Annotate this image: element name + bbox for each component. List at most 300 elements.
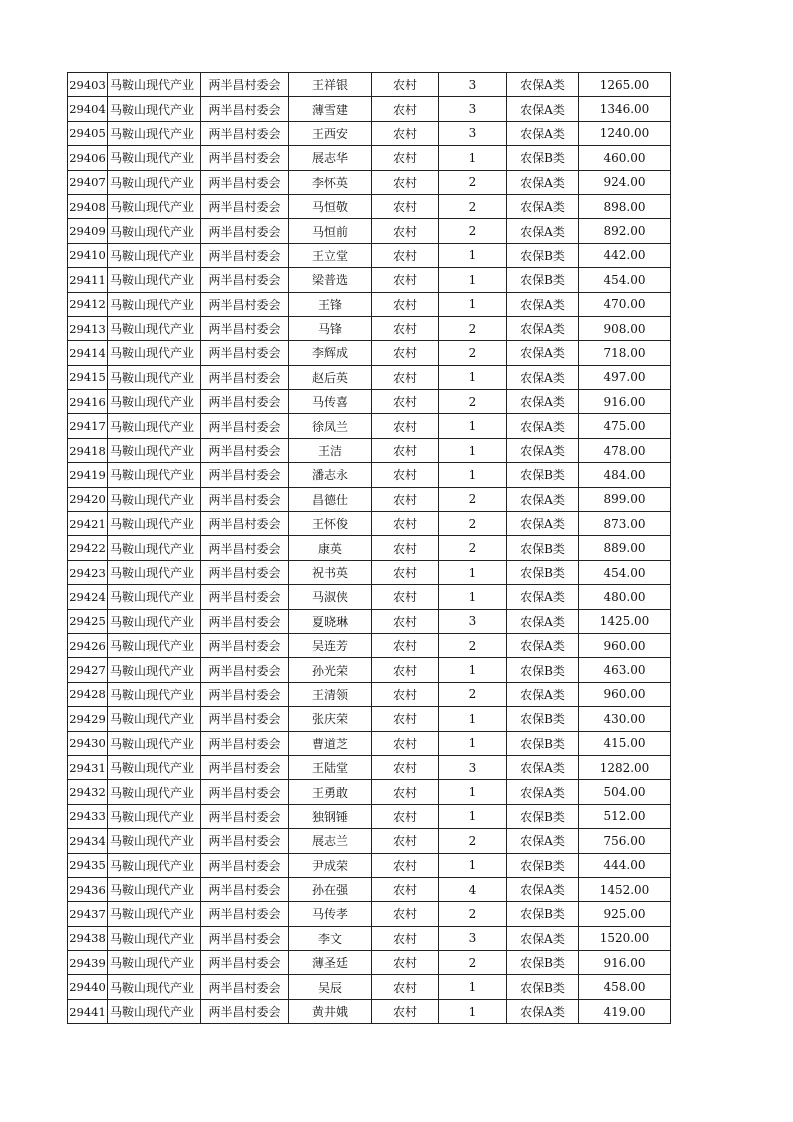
person-name-cell: 康英 (289, 536, 372, 560)
member-count-cell: 2 (439, 487, 507, 511)
person-name-cell: 薄圣廷 (289, 951, 372, 975)
person-name-cell: 黄井娥 (289, 999, 372, 1023)
amount-cell: 1520.00 (579, 926, 671, 950)
member-count-cell: 1 (439, 146, 507, 170)
insurance-category-cell: 农保A类 (507, 633, 579, 657)
insurance-category-cell: 农保A类 (507, 121, 579, 145)
unit-name-cell: 马鞍山现代产业 (108, 755, 201, 779)
table-row (68, 463, 671, 487)
household-type-cell: 农村 (372, 682, 439, 706)
household-type-cell: 农村 (372, 487, 439, 511)
village-committee-cell: 两半昌村委会 (201, 609, 289, 633)
household-type-cell: 农村 (372, 292, 439, 316)
household-type-cell: 农村 (372, 658, 439, 682)
record-id-cell: 29424 (68, 585, 108, 609)
amount-cell: 1452.00 (579, 877, 671, 901)
household-type-cell: 农村 (372, 341, 439, 365)
person-name-cell: 马锋 (289, 316, 372, 340)
amount-cell: 908.00 (579, 316, 671, 340)
record-id-cell: 29412 (68, 292, 108, 316)
record-id-cell: 29420 (68, 487, 108, 511)
table-row (68, 829, 671, 853)
household-type-cell: 农村 (372, 780, 439, 804)
record-id-cell: 29409 (68, 219, 108, 243)
table-row (68, 390, 671, 414)
person-name-cell: 曹道芝 (289, 731, 372, 755)
amount-cell: 889.00 (579, 536, 671, 560)
village-committee-cell: 两半昌村委会 (201, 731, 289, 755)
household-type-cell: 农村 (372, 268, 439, 292)
person-name-cell: 王清领 (289, 682, 372, 706)
village-committee-cell: 两半昌村委会 (201, 999, 289, 1023)
member-count-cell: 2 (439, 951, 507, 975)
amount-cell: 873.00 (579, 512, 671, 536)
person-name-cell: 赵后英 (289, 365, 372, 389)
village-committee-cell: 两半昌村委会 (201, 951, 289, 975)
household-type-cell: 农村 (372, 194, 439, 218)
record-id-cell: 29404 (68, 97, 108, 121)
insurance-category-cell: 农保A类 (507, 194, 579, 218)
household-type-cell: 农村 (372, 877, 439, 901)
unit-name-cell: 马鞍山现代产业 (108, 829, 201, 853)
household-type-cell: 农村 (372, 902, 439, 926)
person-name-cell: 王锋 (289, 292, 372, 316)
record-id-cell: 29411 (68, 268, 108, 292)
record-id-cell: 29426 (68, 633, 108, 657)
insurance-category-cell: 农保A类 (507, 73, 579, 97)
village-committee-cell: 两半昌村委会 (201, 219, 289, 243)
amount-cell: 899.00 (579, 487, 671, 511)
table-row (68, 536, 671, 560)
insurance-category-cell: 农保A类 (507, 780, 579, 804)
insurance-category-cell: 农保A类 (507, 926, 579, 950)
person-name-cell: 孙光荣 (289, 658, 372, 682)
member-count-cell: 1 (439, 463, 507, 487)
amount-cell: 484.00 (579, 463, 671, 487)
amount-cell: 960.00 (579, 633, 671, 657)
person-name-cell: 薄雪建 (289, 97, 372, 121)
table-row (68, 438, 671, 462)
household-type-cell: 农村 (372, 243, 439, 267)
person-name-cell: 王西安 (289, 121, 372, 145)
unit-name-cell: 马鞍山现代产业 (108, 390, 201, 414)
member-count-cell: 4 (439, 877, 507, 901)
person-name-cell: 昌德仕 (289, 487, 372, 511)
table-row (68, 804, 671, 828)
amount-cell: 458.00 (579, 975, 671, 999)
person-name-cell: 李文 (289, 926, 372, 950)
amount-cell: 480.00 (579, 585, 671, 609)
household-type-cell: 农村 (372, 585, 439, 609)
person-name-cell: 吴连芳 (289, 633, 372, 657)
household-type-cell: 农村 (372, 536, 439, 560)
unit-name-cell: 马鞍山现代产业 (108, 682, 201, 706)
unit-name-cell: 马鞍山现代产业 (108, 487, 201, 511)
unit-name-cell: 马鞍山现代产业 (108, 853, 201, 877)
village-committee-cell: 两半昌村委会 (201, 926, 289, 950)
household-type-cell: 农村 (372, 512, 439, 536)
record-id-cell: 29434 (68, 829, 108, 853)
table-row (68, 292, 671, 316)
amount-cell: 916.00 (579, 390, 671, 414)
insurance-category-cell: 农保A类 (507, 341, 579, 365)
record-id-cell: 29416 (68, 390, 108, 414)
household-type-cell: 农村 (372, 951, 439, 975)
amount-cell: 925.00 (579, 902, 671, 926)
person-name-cell: 潘志永 (289, 463, 372, 487)
person-name-cell: 展志华 (289, 146, 372, 170)
insurance-category-cell: 农保A类 (507, 365, 579, 389)
unit-name-cell: 马鞍山现代产业 (108, 463, 201, 487)
village-committee-cell: 两半昌村委会 (201, 243, 289, 267)
household-type-cell: 农村 (372, 609, 439, 633)
village-committee-cell: 两半昌村委会 (201, 414, 289, 438)
unit-name-cell: 马鞍山现代产业 (108, 633, 201, 657)
household-type-cell: 农村 (372, 97, 439, 121)
person-name-cell: 王勇敢 (289, 780, 372, 804)
village-committee-cell: 两半昌村委会 (201, 658, 289, 682)
table-row (68, 755, 671, 779)
record-id-cell: 29431 (68, 755, 108, 779)
amount-cell: 898.00 (579, 194, 671, 218)
table-row (68, 731, 671, 755)
member-count-cell: 3 (439, 97, 507, 121)
unit-name-cell: 马鞍山现代产业 (108, 170, 201, 194)
record-id-cell: 29410 (68, 243, 108, 267)
amount-cell: 463.00 (579, 658, 671, 682)
household-type-cell: 农村 (372, 999, 439, 1023)
household-type-cell: 农村 (372, 829, 439, 853)
household-type-cell: 农村 (372, 414, 439, 438)
table-row (68, 268, 671, 292)
insurance-category-cell: 农保B类 (507, 731, 579, 755)
table-row (68, 316, 671, 340)
member-count-cell: 3 (439, 121, 507, 145)
record-id-cell: 29423 (68, 560, 108, 584)
amount-cell: 1282.00 (579, 755, 671, 779)
member-count-cell: 2 (439, 390, 507, 414)
unit-name-cell: 马鞍山现代产业 (108, 316, 201, 340)
record-id-cell: 29435 (68, 853, 108, 877)
member-count-cell: 3 (439, 926, 507, 950)
insurance-category-cell: 农保B类 (507, 560, 579, 584)
member-count-cell: 2 (439, 829, 507, 853)
insurance-category-cell: 农保B类 (507, 243, 579, 267)
insurance-category-cell: 农保A类 (507, 438, 579, 462)
household-type-cell: 农村 (372, 975, 439, 999)
village-committee-cell: 两半昌村委会 (201, 707, 289, 731)
insurance-category-cell: 农保A类 (507, 609, 579, 633)
member-count-cell: 1 (439, 585, 507, 609)
table-row (68, 902, 671, 926)
amount-cell: 497.00 (579, 365, 671, 389)
table-row (68, 121, 671, 145)
household-type-cell: 农村 (372, 633, 439, 657)
unit-name-cell: 马鞍山现代产业 (108, 926, 201, 950)
household-type-cell: 农村 (372, 707, 439, 731)
unit-name-cell: 马鞍山现代产业 (108, 780, 201, 804)
unit-name-cell: 马鞍山现代产业 (108, 73, 201, 97)
table-row (68, 97, 671, 121)
table-row (68, 951, 671, 975)
person-name-cell: 祝书英 (289, 560, 372, 584)
amount-cell: 470.00 (579, 292, 671, 316)
household-type-cell: 农村 (372, 121, 439, 145)
insurance-category-cell: 农保B类 (507, 707, 579, 731)
table-row (68, 219, 671, 243)
insurance-category-cell: 农保A类 (507, 487, 579, 511)
unit-name-cell: 马鞍山现代产业 (108, 560, 201, 584)
insurance-category-cell: 农保B类 (507, 951, 579, 975)
member-count-cell: 1 (439, 707, 507, 731)
household-type-cell: 农村 (372, 390, 439, 414)
amount-cell: 444.00 (579, 853, 671, 877)
amount-cell: 419.00 (579, 999, 671, 1023)
insurance-category-cell: 农保A类 (507, 829, 579, 853)
village-committee-cell: 两半昌村委会 (201, 560, 289, 584)
member-count-cell: 1 (439, 292, 507, 316)
person-name-cell: 徐凤兰 (289, 414, 372, 438)
member-count-cell: 1 (439, 804, 507, 828)
person-name-cell: 独钢锤 (289, 804, 372, 828)
record-id-cell: 29403 (68, 73, 108, 97)
amount-cell: 1240.00 (579, 121, 671, 145)
record-id-cell: 29440 (68, 975, 108, 999)
member-count-cell: 1 (439, 365, 507, 389)
table-row (68, 975, 671, 999)
unit-name-cell: 马鞍山现代产业 (108, 731, 201, 755)
person-name-cell: 马恒前 (289, 219, 372, 243)
insurance-category-cell: 农保B类 (507, 853, 579, 877)
household-type-cell: 农村 (372, 804, 439, 828)
insurance-category-cell: 农保A类 (507, 414, 579, 438)
village-committee-cell: 两半昌村委会 (201, 292, 289, 316)
village-committee-cell: 两半昌村委会 (201, 463, 289, 487)
table-row (68, 585, 671, 609)
insurance-category-cell: 农保A类 (507, 877, 579, 901)
amount-cell: 504.00 (579, 780, 671, 804)
table-row (68, 780, 671, 804)
insurance-category-cell: 农保B类 (507, 463, 579, 487)
village-committee-cell: 两半昌村委会 (201, 341, 289, 365)
table-row (68, 73, 671, 97)
member-count-cell: 2 (439, 316, 507, 340)
amount-cell: 415.00 (579, 731, 671, 755)
beneficiary-table (67, 72, 671, 1024)
village-committee-cell: 两半昌村委会 (201, 804, 289, 828)
insurance-category-cell: 农保A类 (507, 292, 579, 316)
unit-name-cell: 马鞍山现代产业 (108, 609, 201, 633)
amount-cell: 475.00 (579, 414, 671, 438)
household-type-cell: 农村 (372, 316, 439, 340)
member-count-cell: 2 (439, 341, 507, 365)
insurance-category-cell: 农保B类 (507, 146, 579, 170)
unit-name-cell: 马鞍山现代产业 (108, 877, 201, 901)
record-id-cell: 29408 (68, 194, 108, 218)
member-count-cell: 1 (439, 853, 507, 877)
person-name-cell: 马传孝 (289, 902, 372, 926)
village-committee-cell: 两半昌村委会 (201, 487, 289, 511)
member-count-cell: 1 (439, 560, 507, 584)
person-name-cell: 张庆荣 (289, 707, 372, 731)
record-id-cell: 29436 (68, 877, 108, 901)
amount-cell: 892.00 (579, 219, 671, 243)
table-row (68, 341, 671, 365)
unit-name-cell: 马鞍山现代产业 (108, 658, 201, 682)
household-type-cell: 农村 (372, 170, 439, 194)
person-name-cell: 马传喜 (289, 390, 372, 414)
unit-name-cell: 马鞍山现代产业 (108, 146, 201, 170)
amount-cell: 454.00 (579, 268, 671, 292)
unit-name-cell: 马鞍山现代产业 (108, 121, 201, 145)
amount-cell: 1425.00 (579, 609, 671, 633)
village-committee-cell: 两半昌村委会 (201, 73, 289, 97)
record-id-cell: 29419 (68, 463, 108, 487)
table-row (68, 170, 671, 194)
person-name-cell: 吴辰 (289, 975, 372, 999)
amount-cell: 916.00 (579, 951, 671, 975)
person-name-cell: 梁普选 (289, 268, 372, 292)
village-committee-cell: 两半昌村委会 (201, 877, 289, 901)
insurance-category-cell: 农保B类 (507, 658, 579, 682)
insurance-category-cell: 农保A类 (507, 512, 579, 536)
insurance-category-cell: 农保A类 (507, 682, 579, 706)
record-id-cell: 29441 (68, 999, 108, 1023)
household-type-cell: 农村 (372, 926, 439, 950)
household-type-cell: 农村 (372, 853, 439, 877)
table-row (68, 926, 671, 950)
household-type-cell: 农村 (372, 73, 439, 97)
table-row (68, 414, 671, 438)
unit-name-cell: 马鞍山现代产业 (108, 512, 201, 536)
insurance-category-cell: 农保A类 (507, 97, 579, 121)
member-count-cell: 3 (439, 73, 507, 97)
record-id-cell: 29422 (68, 536, 108, 560)
unit-name-cell: 马鞍山现代产业 (108, 292, 201, 316)
village-committee-cell: 两半昌村委会 (201, 170, 289, 194)
village-committee-cell: 两半昌村委会 (201, 633, 289, 657)
member-count-cell: 1 (439, 414, 507, 438)
household-type-cell: 农村 (372, 463, 439, 487)
person-name-cell: 王祥银 (289, 73, 372, 97)
unit-name-cell: 马鞍山现代产业 (108, 951, 201, 975)
person-name-cell: 夏晓琳 (289, 609, 372, 633)
household-type-cell: 农村 (372, 560, 439, 584)
member-count-cell: 1 (439, 780, 507, 804)
member-count-cell: 1 (439, 268, 507, 292)
insurance-category-cell: 农保B类 (507, 536, 579, 560)
unit-name-cell: 马鞍山现代产业 (108, 585, 201, 609)
unit-name-cell: 马鞍山现代产业 (108, 365, 201, 389)
member-count-cell: 2 (439, 170, 507, 194)
person-name-cell: 李怀英 (289, 170, 372, 194)
household-type-cell: 农村 (372, 219, 439, 243)
household-type-cell: 农村 (372, 365, 439, 389)
record-id-cell: 29430 (68, 731, 108, 755)
amount-cell: 756.00 (579, 829, 671, 853)
village-committee-cell: 两半昌村委会 (201, 853, 289, 877)
unit-name-cell: 马鞍山现代产业 (108, 243, 201, 267)
unit-name-cell: 马鞍山现代产业 (108, 707, 201, 731)
village-committee-cell: 两半昌村委会 (201, 829, 289, 853)
record-id-cell: 29427 (68, 658, 108, 682)
record-id-cell: 29418 (68, 438, 108, 462)
amount-cell: 478.00 (579, 438, 671, 462)
table-row (68, 365, 671, 389)
record-id-cell: 29429 (68, 707, 108, 731)
village-committee-cell: 两半昌村委会 (201, 536, 289, 560)
table-row (68, 999, 671, 1023)
insurance-category-cell: 农保B类 (507, 975, 579, 999)
table-row (68, 487, 671, 511)
record-id-cell: 29406 (68, 146, 108, 170)
member-count-cell: 2 (439, 512, 507, 536)
member-count-cell: 1 (439, 243, 507, 267)
village-committee-cell: 两半昌村委会 (201, 194, 289, 218)
person-name-cell: 尹成荣 (289, 853, 372, 877)
unit-name-cell: 马鞍山现代产业 (108, 219, 201, 243)
unit-name-cell: 马鞍山现代产业 (108, 804, 201, 828)
unit-name-cell: 马鞍山现代产业 (108, 97, 201, 121)
village-committee-cell: 两半昌村委会 (201, 512, 289, 536)
unit-name-cell: 马鞍山现代产业 (108, 975, 201, 999)
unit-name-cell: 马鞍山现代产业 (108, 414, 201, 438)
record-id-cell: 29438 (68, 926, 108, 950)
record-id-cell: 29414 (68, 341, 108, 365)
unit-name-cell: 马鞍山现代产业 (108, 194, 201, 218)
table-row (68, 243, 671, 267)
village-committee-cell: 两半昌村委会 (201, 390, 289, 414)
amount-cell: 442.00 (579, 243, 671, 267)
member-count-cell: 1 (439, 731, 507, 755)
unit-name-cell: 马鞍山现代产业 (108, 536, 201, 560)
record-id-cell: 29432 (68, 780, 108, 804)
insurance-category-cell: 农保B类 (507, 804, 579, 828)
insurance-category-cell: 农保A类 (507, 585, 579, 609)
table-row (68, 609, 671, 633)
member-count-cell: 2 (439, 194, 507, 218)
record-id-cell: 29421 (68, 512, 108, 536)
table-body (68, 73, 671, 1024)
household-type-cell: 农村 (372, 755, 439, 779)
table-row (68, 560, 671, 584)
table-row (68, 707, 671, 731)
unit-name-cell: 马鞍山现代产业 (108, 902, 201, 926)
insurance-category-cell: 农保B类 (507, 902, 579, 926)
record-id-cell: 29425 (68, 609, 108, 633)
amount-cell: 718.00 (579, 341, 671, 365)
person-name-cell: 王怀俊 (289, 512, 372, 536)
table-row (68, 512, 671, 536)
record-id-cell: 29439 (68, 951, 108, 975)
village-committee-cell: 两半昌村委会 (201, 121, 289, 145)
member-count-cell: 2 (439, 902, 507, 926)
table-row (68, 633, 671, 657)
insurance-category-cell: 农保B类 (507, 268, 579, 292)
table-row (68, 853, 671, 877)
table-row (68, 877, 671, 901)
village-committee-cell: 两半昌村委会 (201, 365, 289, 389)
village-committee-cell: 两半昌村委会 (201, 316, 289, 340)
person-name-cell: 王陆堂 (289, 755, 372, 779)
member-count-cell: 1 (439, 658, 507, 682)
record-id-cell: 29437 (68, 902, 108, 926)
village-committee-cell: 两半昌村委会 (201, 902, 289, 926)
person-name-cell: 孙在强 (289, 877, 372, 901)
member-count-cell: 2 (439, 682, 507, 706)
village-committee-cell: 两半昌村委会 (201, 268, 289, 292)
insurance-category-cell: 农保A类 (507, 999, 579, 1023)
